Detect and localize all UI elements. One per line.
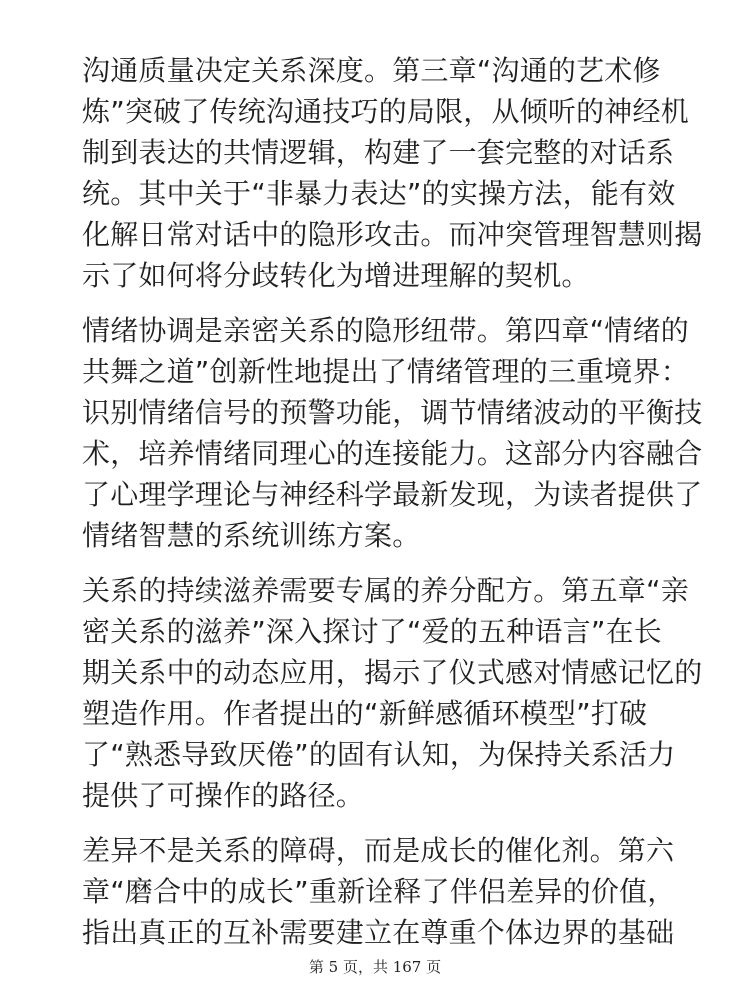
text-line: 情绪协调是亲密关系的隐形纽带。第四章“情绪的 (82, 314, 689, 347)
text-line: 了心理学理论与神经科学最新发现，为读者提供了 (82, 478, 703, 511)
text-line: 关系的持续滋养需要专属的养分配方。第五章“亲 (82, 574, 689, 607)
paragraph-growth (82, 830, 682, 953)
text-line: 差异不是关系的障碍，而是成长的催化剂。第六 (82, 834, 675, 867)
document-body (82, 50, 703, 967)
text-line: 炼”突破了传统沟通技巧的局限，从倾听的神经机 (82, 95, 689, 128)
text-line: 识别情绪信号的预警功能，调节情绪波动的平衡技 (82, 396, 703, 429)
text-line: 了“熟悉导致厌倦”的固有认知，为保持关系活力 (82, 738, 676, 771)
paragraph-nourishment (82, 570, 703, 816)
text-line: 密关系的滋养”深入探讨了“爱的五种语言”在长 (82, 615, 662, 648)
text-line: 提供了可操作的路径。 (82, 779, 365, 812)
text-line: 共舞之道”创新性地提出了情绪管理的三重境界： (82, 355, 689, 388)
text-line: 情绪智慧的系统训练方案。 (82, 519, 421, 552)
text-line: 术，培养情绪同理心的连接能力。这部分内容融合 (82, 437, 703, 470)
text-line: 示了如何将分歧转化为增进理解的契机。 (82, 259, 590, 292)
text-line: 统。其中关于“非暴力表达”的实操方法，能有效 (82, 177, 676, 210)
paragraph-emotion (82, 310, 703, 556)
page-number-footer: 第 5 页，共 167 页 (308, 958, 442, 976)
paragraph-communication (82, 50, 703, 296)
text-line: 指出真正的互补需要建立在尊重个体边界的基础 (82, 916, 675, 949)
text-line: 期关系中的动态应用，揭示了仪式感对情感记忆的 (82, 656, 703, 689)
text-line: 制到表达的共情逻辑，构建了一套完整的对话系 (82, 136, 675, 169)
text-line: 沟通质量决定关系深度。第三章“沟通的艺术修 (82, 54, 661, 87)
text-line: 化解日常对话中的隐形攻击。而冲突管理智慧则揭 (82, 218, 703, 251)
text-line: 塑造作用。作者提出的“新鲜感循环模型”打破 (82, 697, 648, 730)
text-line: 章“磨合中的成长”重新诠释了伴侣差异的价值， (82, 875, 676, 908)
